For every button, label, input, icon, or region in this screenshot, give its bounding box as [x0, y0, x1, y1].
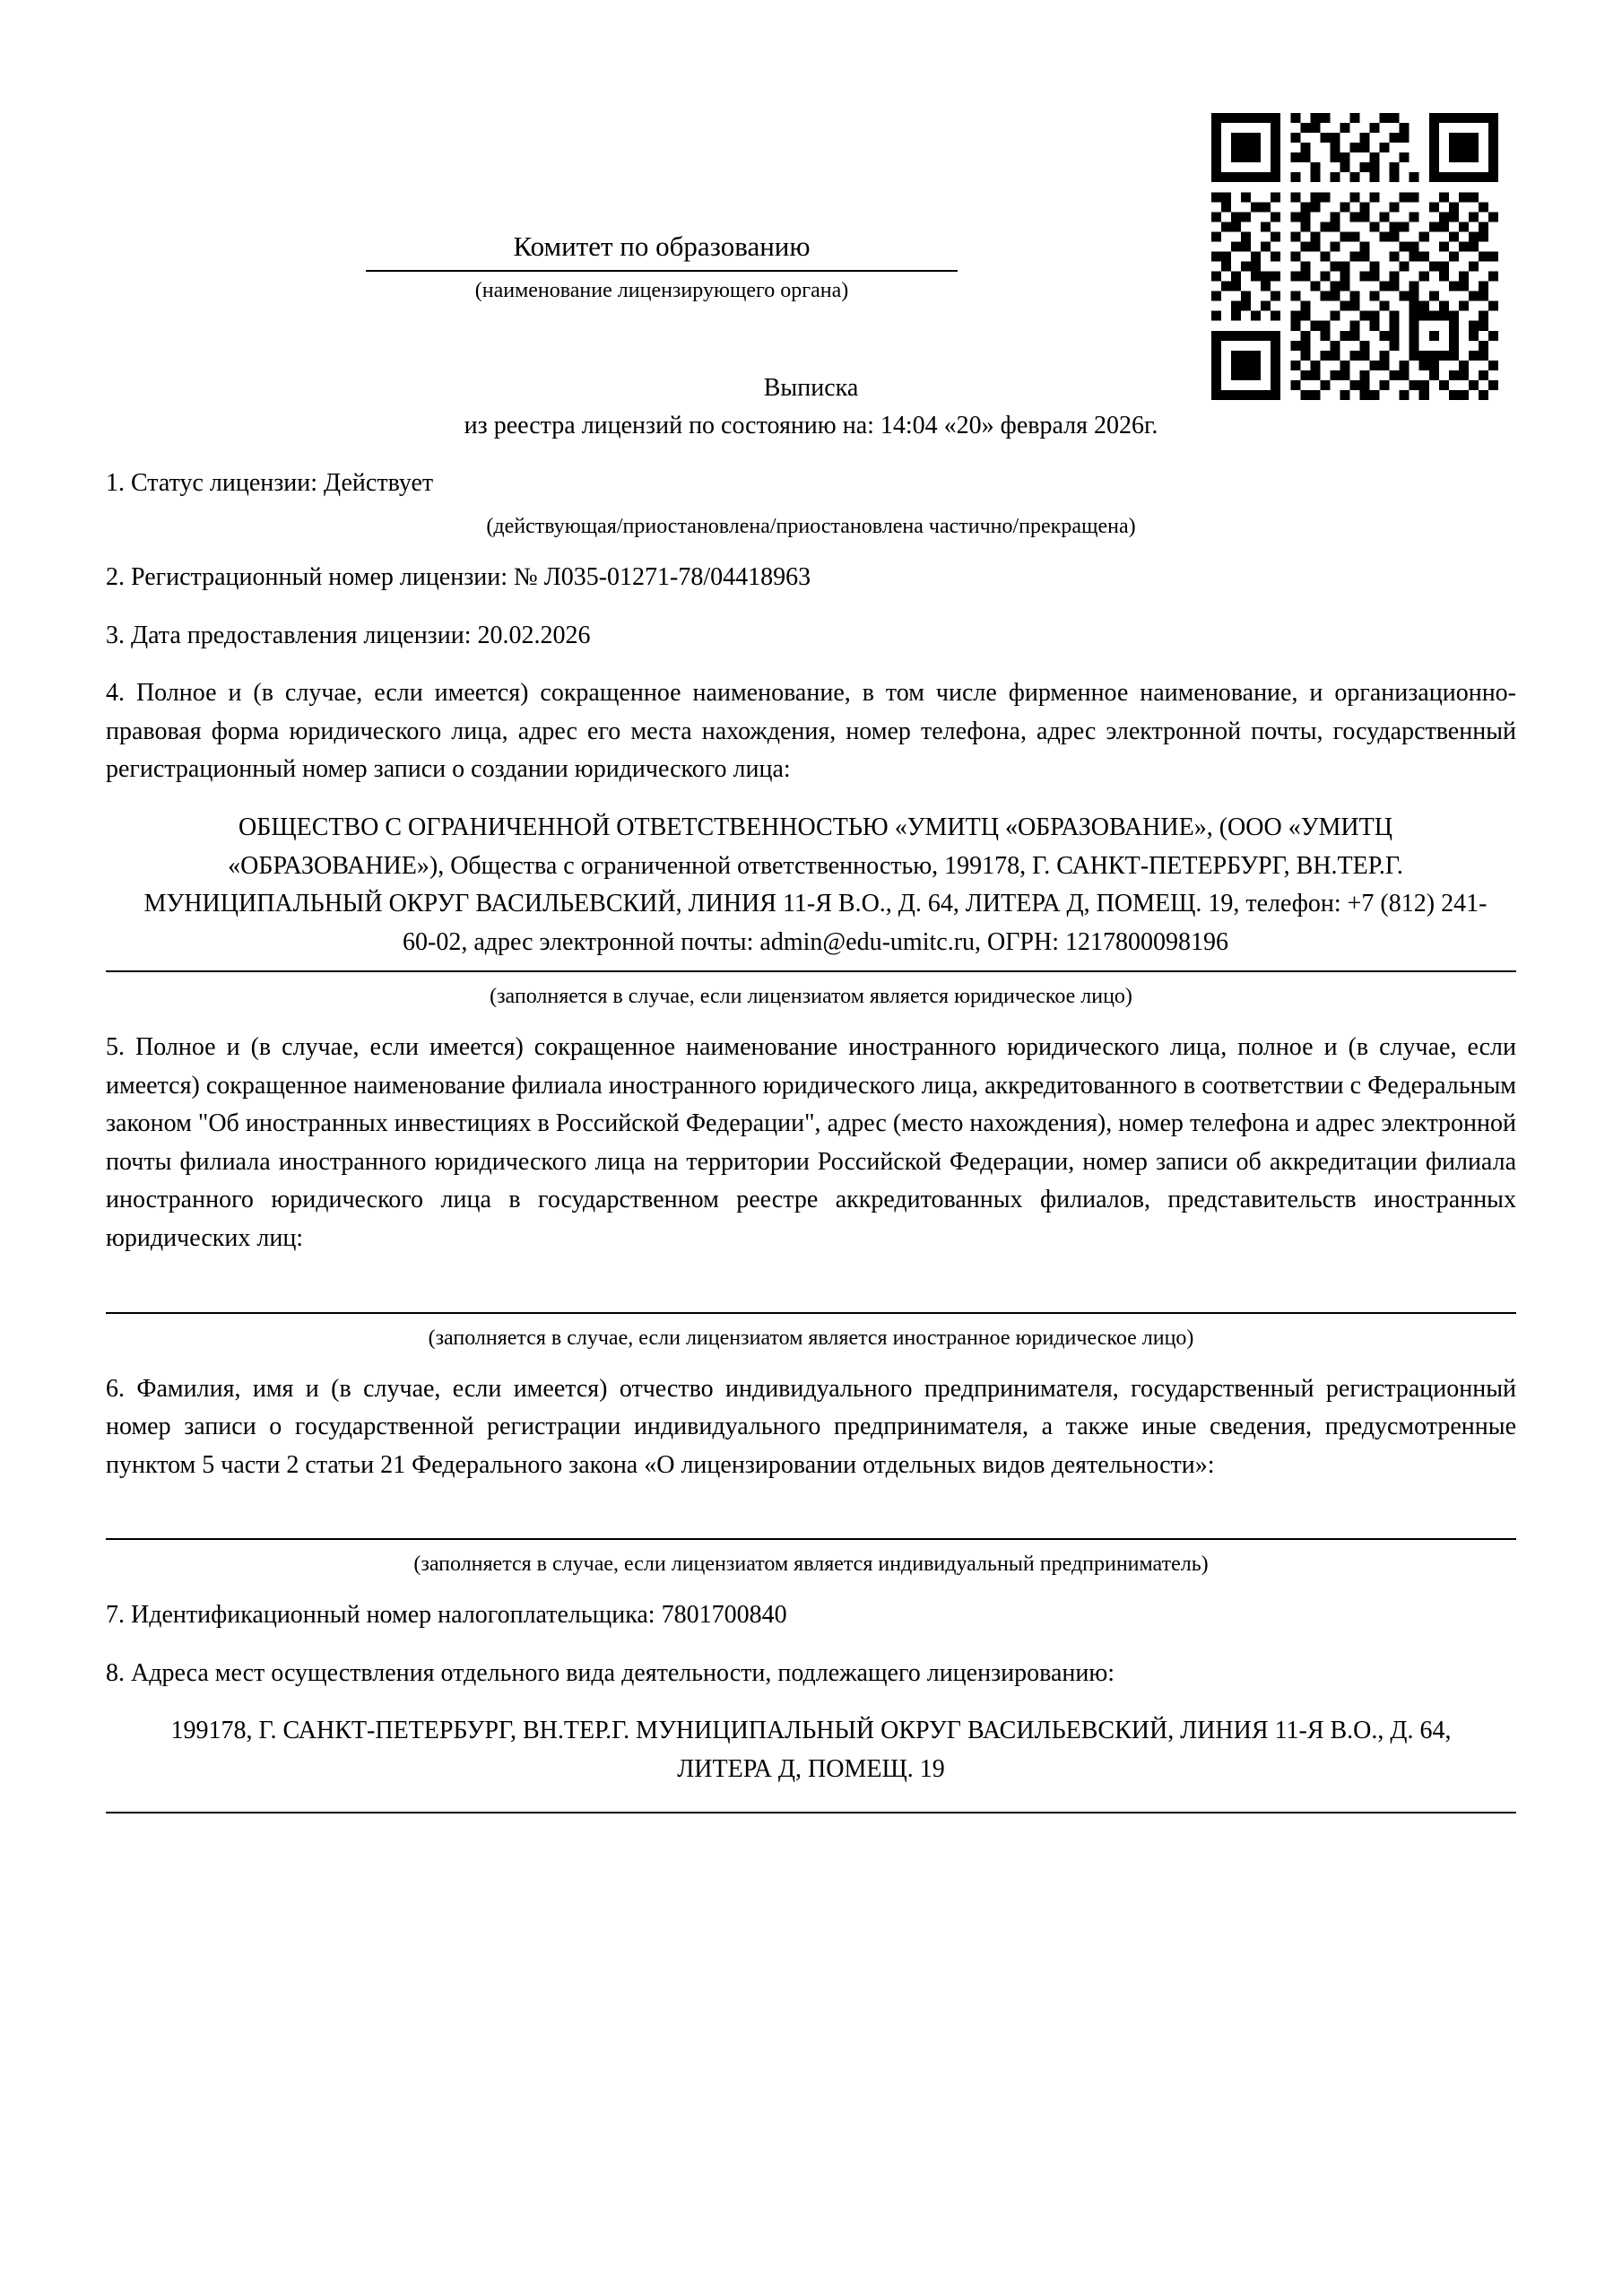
licensing-authority-name: Комитет по образованию	[366, 230, 958, 272]
item-8-value: 199178, Г. САНКТ-ПЕТЕРБУРГ, ВН.ТЕР.Г. МУНИЦИПАЛЬНЫЙ ОКРУГ ВАСИЛЬЕВСКИЙ, ЛИНИЯ 11-Я В.О., Д. 64, ЛИТЕРА Д, ПОМЕЩ. 19	[170, 1717, 1452, 1783]
page-subtitle: из реестра лицензий по состоянию на: 14:04 «20» февраля 2026г.	[464, 411, 1158, 439]
item-4-divider	[106, 970, 1516, 972]
item-6-caption: (заполняется в случае, если лицензиатом является индивидуальный предприниматель)	[413, 1552, 1209, 1577]
header-block	[366, 230, 958, 303]
licensing-authority-caption: (наименование лицензирующего органа)	[474, 278, 849, 302]
item-4-value: ОБЩЕСТВО С ОГРАНИЧЕННОЙ ОТВЕТСТВЕННОСТЬЮ «УМИТЦ «ОБРАЗОВАНИЕ», (ООО «УМИТЦ «ОБРАЗОВАНИЕ»), Общества с ограниченной ответственностью, 199178, Г. САНКТ-ПЕТЕРБУРГ, ВН.ТЕР.Г. МУНИЦИПАЛЬНЫЙ ОКРУГ ВАСИЛЬЕВСКИЙ, ЛИНИЯ 11-Я В.О., Д. 64, ЛИТЕРА Д, ПОМЕЩ. 19, телефон: +7 (812) 241-60-02, адрес электронной почты: admin@edu-umitc.ru, ОГРН: 1217800098196	[143, 813, 1488, 956]
item-7-taxpayer-number: 7. Идентификационный номер налогоплательщика: 7801700840	[106, 1601, 787, 1630]
page-title: Выписка	[763, 373, 859, 402]
item-1-status: 1. Статус лицензии: Действует	[106, 468, 434, 497]
item-5-caption: (заполняется в случае, если лицензиатом является иностранное юридическое лицо)	[428, 1326, 1194, 1350]
item-5-divider	[106, 1312, 1516, 1314]
item-1-caption: (действующая/приостановлена/приостановлена частично/прекращена)	[486, 515, 1136, 539]
item-4-label: 4. Полное и (в случае, если имеется) сокращенное наименование, в том числе фирменное наименование, и организационно-правовая форма юридического лица, адрес его места нахождения, номер телефона, адрес электронной почты, государственный регистрационный номер записи о создании юридического лица:	[106, 679, 1516, 784]
item-8-divider	[106, 1812, 1516, 1813]
item-5-label: 5. Полное и (в случае, если имеется) сокращенное наименование иностранного юридического лица, полное и (в случае, если имеется) сокращенное наименование филиала иностранного юридического лица, аккредитованного в соответствии с Федеральным законом "Об иностранных инвестициях в Российской Федерации", адрес (место нахождения), номер телефона и адрес электронной почты филиала иностранного юридического лица на территории Российской Федерации, номер записи об аккредитации филиала иностранного юридического лица в государственном реестре аккредитованных филиалов, представительств иностранных юридических лиц:	[106, 1033, 1516, 1252]
item-6-divider	[106, 1538, 1516, 1540]
item-6-label: 6. Фамилия, имя и (в случае, если имеется) отчество индивидуального предпринимателя, государственный регистрационный номер записи о государственной регистрации индивидуального предпринимателя, а также иные сведения, предусмотренные пунктом 5 части 2 статьи 21 Федерального закона «О лицензировании отдельных видов деятельности»:	[106, 1374, 1516, 1479]
qr-code-icon	[1211, 113, 1498, 400]
item-4-caption: (заполняется в случае, если лицензиатом является юридическое лицо)	[490, 985, 1132, 1009]
item-8-label: 8. Адреса мест осуществления отдельного вида деятельности, подлежащего лицензированию:	[106, 1658, 1115, 1687]
item-2-registration-number: 2. Регистрационный номер лицензии: № Л035-01271-78/04418963	[106, 563, 811, 592]
item-3-issue-date: 3. Дата предоставления лицензии: 20.02.2026	[106, 621, 591, 649]
